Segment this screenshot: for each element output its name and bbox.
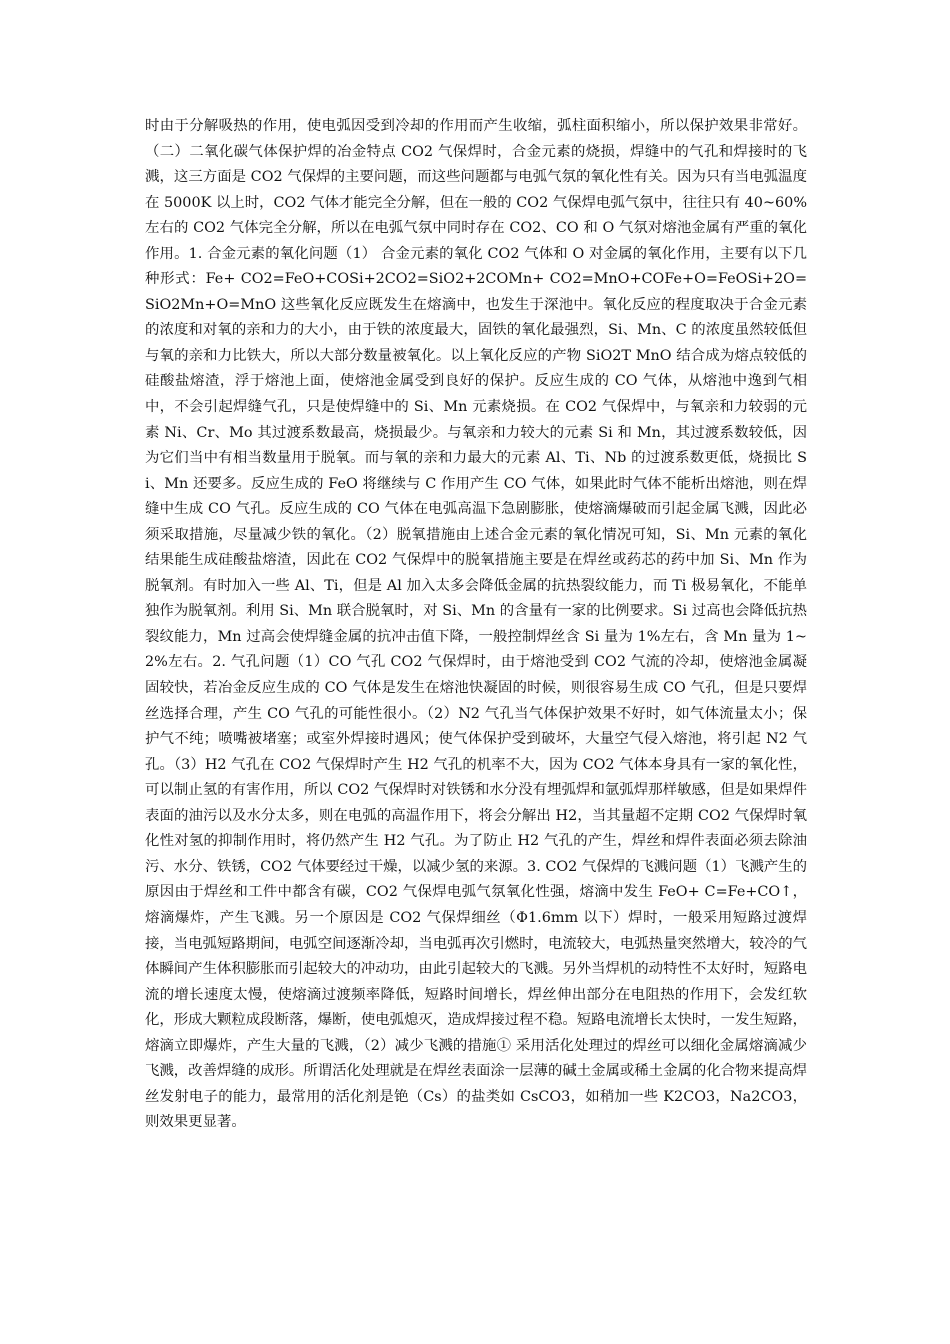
body-paragraph: 时由于分解吸热的作用，使电弧因受到冷却的作用而产生收缩，弧柱面积缩小，所以保护效果非常好。（二）二氧化碳气体保护焊的冶金特点 CO2 气保焊时，合金元素的烧损，焊缝中的气孔和焊接时的飞溅，这三方面是 CO2 气保焊的主要问题，而这些问题都与电弧气氛的氧化性有关。因为只有当电弧温度在 5000K 以上时，CO2 气体才能完全分解，但在一般的 CO2 气保焊电弧气氛中，往往只有 40~60%左右的 CO2 气体完全分解，所以在电弧气氛中同时存在 CO2、CO 和 O 气氛对熔池金属有严重的氧化作用。1. 合金元素的氧化问题（1） 合金元素的氧化 CO2 气体和 O 对金属的氧化作用，主要有以下几种形式：Fe+ CO2=FeO+COSi+2CO2=SiO2+2COMn+ CO2=MnO+COFe+O=FeOSi+2O=SiO2Mn+O=MnO 这些氧化反应既发生在熔滴中，也发生于深池中。氧化反应的程度取决于合金元素的浓度和对氧的亲和力的大小，由于铁的浓度最大，固铁的氧化最强烈，Si、Mn、C 的浓度虽然较低但与氧的亲和力比铁大，所以大部分数量被氧化。以上氧化反应的产物 SiO2T MnO 结合成为熔点较低的硅酸盐熔渣，浮于熔池上面，使熔池金属受到良好的保护。反应生成的 CO 气体，从熔池中逸到气相中，不会引起焊缝气孔，只是使焊缝中的 Si、Mn 元素烧损。在 CO2 气保焊中，与氧亲和力较弱的元素 Ni、Cr、Mo 其过渡系数最高，烧损最少。与氧亲和力较大的元素 Si 和 Mn，其过渡系数较低，因为它们当中有相当数量用于脱氧。而与氧的亲和力最大的元素 Al、Ti、Nb 的过渡系数更低，烧损比 Si、Mn 还要多。反应生成的 FeO 将继续与 C 作用产生 CO 气体，如果此时气体不能析出熔池，则在焊缝中生成 CO 气孔。反应生成的 CO 气体在电弧高温下急剧膨胀，使熔滴爆破而引起金属飞溅，因此必须采取措施，尽量减少铁的氧化。（2）脱氧措施由上述合金元素的氧化情况可知，Si、Mn 元素的氧化结果能生成硅酸盐熔渣，因此在 CO2 气保焊中的脱氧措施主要是在焊丝或药芯的药中加 Si、Mn 作为脱氧剂。有时加入一些 Al、Ti，但是 Al 加入太多会降低金属的抗热裂纹能力，而 Ti 极易氧化，不能单独作为脱氧剂。利用 Si、Mn 联合脱氧时，对 Si、Mn 的含量有一家的比例要求。Si 过高也会降低抗热裂纹能力，Mn 过高会使焊缝金属的抗冲击值下降，一般控制焊丝含 Si 量为 1%左右，含 Mn 量为 1~2%左右。2. 气孔问题（1）CO 气孔 CO2 气保焊时，由于熔池受到 CO2 气流的冷却，使熔池金属凝固较快，若冶金反应生成的 CO 气体是发生在熔池快凝固的时候，则很容易生成 CO 气孔，但是只要焊丝选择合理，产生 CO 气孔的可能性很小。（2）N2 气孔当气体保护效果不好时，如气体流量太小；保护气不纯；喷嘴被堵塞；或室外焊接时遇风；使气体保护受到破坏，大量空气侵入熔池，将引起 N2 气孔。（3）H2 气孔在 CO2 气保焊时产生 H2 气孔的机率不大，因为 CO2 气体本身具有一家的氧化性，可以制止氢的有害作用，所以 CO2 气保焊时对铁锈和水分没有埋弧焊和氩弧焊那样敏感，但是如果焊件表面的油污以及水分太多，则在电弧的高温作用下，将会分解出 H2，当其量超不定期 CO2 气保焊时氧化性对氢的抑制作用时，将仍然产生 H2 气孔。为了防止 H2 气孔的产生，焊丝和焊件表面必须去除油污、水分、铁锈，CO2 气体要经过干燥，以减少氢的来源。3. CO2 气保焊的飞溅问题（1）飞溅产生的原因由于焊丝和工件中都含有碳，CO2 气保焊电弧气氛氧化性强，熔滴中发生 FeO+ C=Fe+CO↑，熔滴爆炸，产生飞溅。另一个原因是 CO2 气保焊细丝（Φ1.6mm 以下）焊时，一般采用短路过渡焊接，当电弧短路期间，电弧空间逐渐冷却，当电弧再次引燃时，电流较大，电弧热量突然增大，较冷的气体瞬间产生体积膨胀而引起较大的冲动功，由此引起较大的飞溅。另外当焊机的动特性不太好时，短路电流的增长速度太慢，使熔滴过渡频率降低，短路时间增长，焊丝伸出部分在电阻热的作用下，会发红软化，形成大颗粒成段断落，爆断，使电弧熄灭，造成焊接过程不稳。短路电流增长太快时，一发生短路，熔滴立即爆炸，产生大量的飞溅，（2）减少飞溅的措施① 采用活化处理过的焊丝可以细化金属熔滴减少飞溅，改善焊缝的成形。所谓活化处理就是在焊丝表面涂一层薄的碱土金属或稀土金属的化合物来提高焊丝发射电子的能力，最常用的活化剂是铯（Cs）的盐类如 CsCO3，如稍加一些 K2CO3，Na2CO3，则效果更显著。 bbox=[145, 118, 807, 1131]
